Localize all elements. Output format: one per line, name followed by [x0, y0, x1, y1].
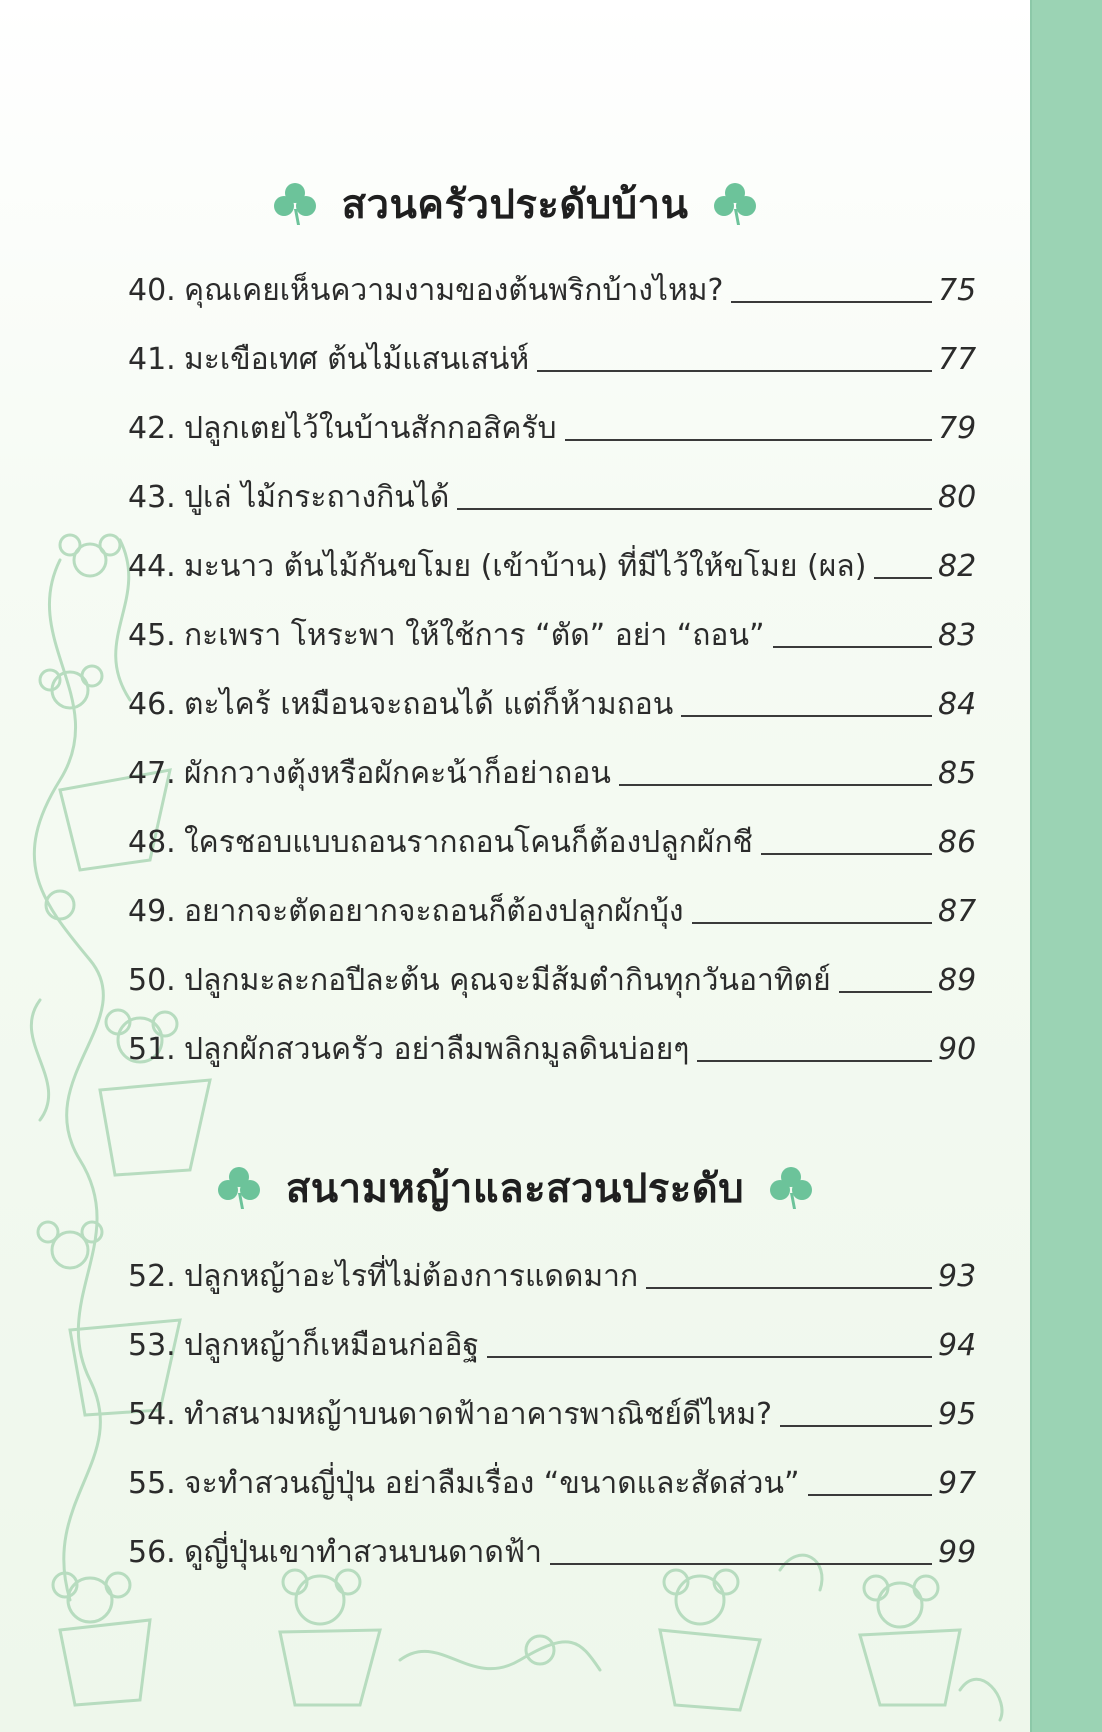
entry-number: 51.	[128, 1032, 176, 1067]
toc-entry[interactable]	[128, 999, 977, 1068]
toc-entry[interactable]	[128, 378, 977, 447]
entry-number: 41.	[128, 342, 176, 377]
entry-number: 46.	[128, 687, 176, 722]
entry-page: 79	[938, 411, 977, 446]
entry-page: 95	[938, 1397, 977, 1432]
toc-entry[interactable]	[128, 1502, 977, 1571]
side-color-band	[1030, 0, 1102, 1732]
section-heading-lawn-garden	[0, 1156, 1030, 1220]
entry-number: 54.	[128, 1397, 176, 1432]
entry-page: 86	[938, 825, 977, 860]
leader-line	[619, 783, 932, 786]
entry-title: ทำสนามหญ้าบนดาดฟ้าอาคารพาณิชย์ดีไหม?	[184, 1397, 773, 1432]
toc-list-lawn-garden	[128, 1226, 977, 1571]
section-title: สวนครัวประดับบ้าน	[341, 182, 689, 228]
entry-page: 77	[938, 342, 977, 377]
clover-icon	[768, 1165, 814, 1211]
entry-page: 87	[938, 894, 977, 929]
leader-line	[681, 714, 932, 717]
entry-title: มะเขือเทศ ต้นไม้แสนเสน่ห์	[184, 342, 530, 377]
leader-line	[457, 507, 932, 510]
leader-line	[487, 1355, 932, 1358]
entry-number: 43.	[128, 480, 176, 515]
entry-page: 99	[938, 1535, 977, 1570]
entry-title: จะทำสวนญี่ปุ่น อย่าลืมเรื่อง “ขนาดและสัดส่วน”	[184, 1466, 800, 1501]
leader-line	[761, 852, 932, 855]
toc-entry[interactable]	[128, 1226, 977, 1295]
entry-number: 42.	[128, 411, 176, 446]
section-heading-kitchen-garden	[0, 172, 1030, 236]
leader-line	[550, 1562, 932, 1565]
leader-line	[780, 1424, 932, 1427]
entry-number: 48.	[128, 825, 176, 860]
entry-page: 90	[938, 1032, 977, 1067]
entry-title: ผักกวางตุ้งหรือผักคะน้าก็อย่าถอน	[184, 756, 611, 791]
entry-page: 82	[938, 549, 977, 584]
toc-entry[interactable]	[128, 1364, 977, 1433]
toc-entry[interactable]	[128, 240, 977, 309]
leader-line	[692, 921, 932, 924]
entry-number: 53.	[128, 1328, 176, 1363]
leader-line	[646, 1286, 932, 1289]
toc-entry[interactable]	[128, 516, 977, 585]
entry-page: 84	[938, 687, 977, 722]
toc-entry[interactable]	[128, 309, 977, 378]
leader-line	[773, 645, 932, 648]
toc-entry[interactable]	[128, 792, 977, 861]
entry-number: 49.	[128, 894, 176, 929]
entry-page: 75	[938, 273, 977, 308]
entry-title: ใครชอบแบบถอนรากถอนโคนก็ต้องปลูกผักชี	[184, 825, 753, 860]
entry-page: 97	[938, 1466, 977, 1501]
toc-entry[interactable]	[128, 1295, 977, 1364]
entry-page: 80	[938, 480, 977, 515]
entry-title: ปูเล่ ไม้กระถางกินได้	[184, 480, 450, 515]
entry-number: 47.	[128, 756, 176, 791]
entry-number: 52.	[128, 1259, 176, 1294]
entry-number: 44.	[128, 549, 176, 584]
toc-entry[interactable]	[128, 654, 977, 723]
entry-title: มะนาว ต้นไม้กันขโมย (เข้าบ้าน) ที่มีไว้ให้ขโมย (ผล)	[184, 549, 867, 584]
entry-number: 45.	[128, 618, 176, 653]
entry-title: ปลูกมะละกอปีละต้น คุณจะมีส้มตำกินทุกวันอาทิตย์	[184, 963, 831, 998]
leader-line	[808, 1493, 932, 1496]
leader-line	[839, 990, 932, 993]
clover-icon	[712, 181, 758, 227]
entry-page: 83	[938, 618, 977, 653]
toc-entry[interactable]	[128, 861, 977, 930]
clover-icon	[272, 181, 318, 227]
entry-page: 94	[938, 1328, 977, 1363]
leader-line	[565, 438, 932, 441]
toc-entry[interactable]	[128, 930, 977, 999]
entry-number: 55.	[128, 1466, 176, 1501]
clover-icon	[216, 1165, 262, 1211]
entry-number: 50.	[128, 963, 176, 998]
toc-entry[interactable]	[128, 447, 977, 516]
leader-line	[697, 1059, 932, 1062]
leader-line	[537, 369, 932, 372]
entry-title: ดูญี่ปุ่นเขาทำสวนบนดาดฟ้า	[184, 1535, 542, 1570]
toc-entry[interactable]	[128, 1433, 977, 1502]
section-title: สนามหญ้าและสวนประดับ	[285, 1166, 745, 1212]
entry-title: อยากจะตัดอยากจะถอนก็ต้องปลูกผักบุ้ง	[184, 894, 684, 929]
toc-entry[interactable]	[128, 585, 977, 654]
entry-title: ปลูกหญ้าก็เหมือนก่ออิฐ	[184, 1328, 480, 1363]
leader-line	[874, 576, 932, 579]
leader-line	[731, 300, 932, 303]
entry-number: 56.	[128, 1535, 176, 1570]
entry-title: ปลูกหญ้าอะไรที่ไม่ต้องการแดดมาก	[184, 1259, 639, 1294]
toc-entry[interactable]	[128, 723, 977, 792]
entry-title: ตะไคร้ เหมือนจะถอนได้ แต่ก็ห้ามถอน	[184, 687, 674, 722]
entry-title: กะเพรา โหระพา ให้ใช้การ “ตัด” อย่า “ถอน”	[184, 618, 765, 653]
entry-page: 89	[938, 963, 977, 998]
toc-list-kitchen-garden	[128, 240, 977, 1068]
entry-number: 40.	[128, 273, 176, 308]
entry-page: 85	[938, 756, 977, 791]
entry-page: 93	[938, 1259, 977, 1294]
entry-title: ปลูกผักสวนครัว อย่าลืมพลิกมูลดินบ่อยๆ	[184, 1032, 690, 1067]
entry-title: คุณเคยเห็นความงามของต้นพริกบ้างไหม?	[184, 273, 724, 308]
entry-title: ปลูกเตยไว้ในบ้านสักกอสิครับ	[184, 411, 557, 446]
